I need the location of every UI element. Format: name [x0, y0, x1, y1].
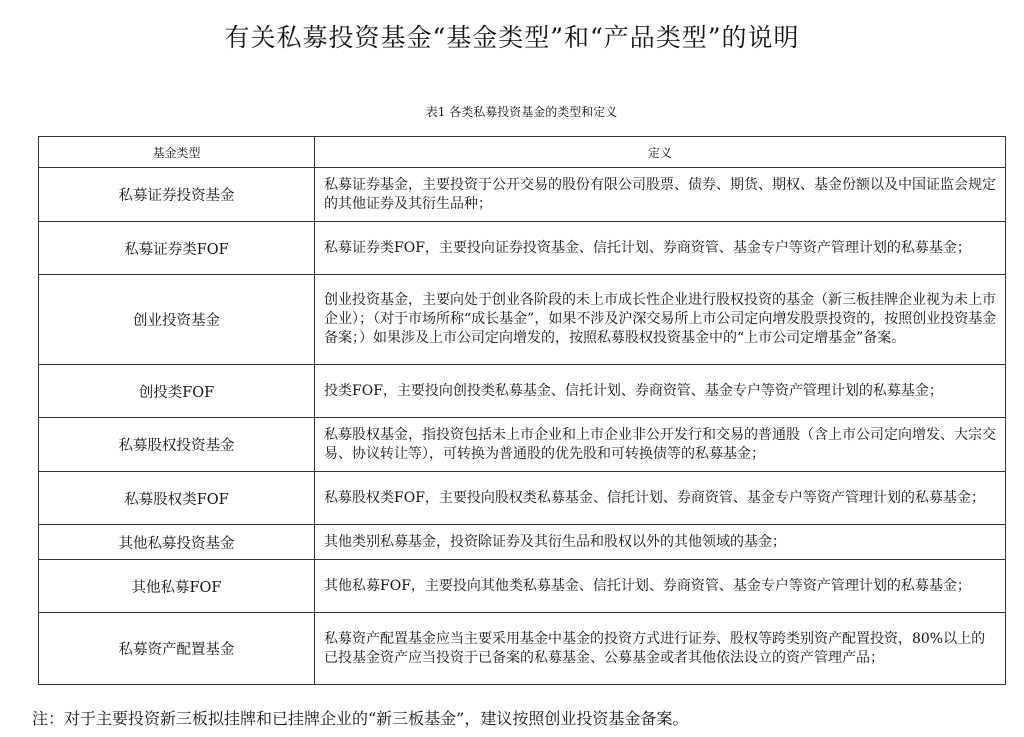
- fund-type-cell: 私募资产配置基金: [39, 613, 315, 685]
- definition-cell: 私募证券类FOF，主要投向证券投资基金、信托计划、券商资管、基金专户等资产管理计划的私募基金；: [315, 222, 1006, 275]
- fund-type-cell: 私募证券类FOF: [39, 222, 315, 275]
- table-row: [39, 613, 1006, 685]
- table-row: [39, 275, 1006, 365]
- table-row: [39, 222, 1006, 275]
- definition-cell: 私募证券基金，主要投资于公开交易的股份有限公司股票、债券、期货、期权、基金份额以及中国证监会规定的其他证券及其衍生品种；: [315, 168, 1006, 222]
- table-row: [39, 525, 1006, 560]
- table-row: [39, 365, 1006, 418]
- table-row: [39, 472, 1006, 525]
- fund-type-cell: 创投类FOF: [39, 365, 315, 418]
- fund-type-cell: 私募股权投资基金: [39, 418, 315, 472]
- definition-cell: 私募股权基金，指投资包括未上市企业和上市企业非公开发行和交易的普通股（含上市公司定向增发、大宗交易、协议转让等），可转换为普通股的优先股和可转换债等的私募基金；: [315, 418, 1006, 472]
- definition-cell: 投类FOF，主要投向创投类私募基金、信托计划、券商资管、基金专户等资产管理计划的私募基金；: [315, 365, 1006, 418]
- header-fund-type: 基金类型: [39, 137, 315, 168]
- definition-cell: 其他类别私募基金，投资除证券及其衍生品和股权以外的其他领域的基金；: [315, 525, 1006, 560]
- fund-type-cell: 创业投资基金: [39, 275, 315, 365]
- fund-type-cell: 其他私募FOF: [39, 560, 315, 613]
- page-title: 有关私募投资基金“基金类型”和“产品类型”的说明: [224, 23, 800, 52]
- fund-type-cell: 私募股权类FOF: [39, 472, 315, 525]
- fund-type-cell: 其他私募投资基金: [39, 525, 315, 560]
- definition-cell: 私募股权类FOF，主要投向股权类私募基金、信托计划、券商资管、基金专户等资产管理计划的私募基金；: [315, 472, 1006, 525]
- definition-cell: 创业投资基金，主要向处于创业各阶段的未上市成长性企业进行股权投资的基金（新三板挂牌企业视为未上市企业）；（对于市场所称“成长基金”，如果不涉及沪深交易所上市公司定向增发股票投资的，按照创业投资基金备案；）如果涉及上市公司定向增发的，按照私募股权投资基金中的“上市公司定增基金”备案。: [315, 275, 1006, 365]
- header-definition: 定义: [315, 137, 1006, 168]
- table-row: [39, 168, 1006, 222]
- footnote: 注：对于主要投资新三板拟挂牌和已挂牌企业的“新三板基金”，建议按照创业投资基金备案。: [32, 709, 689, 728]
- table-row: [39, 560, 1006, 613]
- fund-type-cell: 私募证券投资基金: [39, 168, 315, 222]
- table-row: [39, 418, 1006, 472]
- table-caption: 表1 各类私募投资基金的类型和定义: [425, 105, 618, 119]
- definition-cell: 私募资产配置基金应当主要采用基金中基金的投资方式进行证券、股权等跨类别资产配置投资，80%以上的已投基金资产应当投资于已备案的私募基金、公募基金或者其他依法设立的资产管理产品；: [315, 613, 1006, 685]
- definition-cell: 其他私募FOF，主要投向其他类私募基金、信托计划、券商资管、基金专户等资产管理计划的私募基金；: [315, 560, 1006, 613]
- fund-type-table: [38, 136, 1006, 685]
- table-header-row: [39, 137, 1006, 168]
